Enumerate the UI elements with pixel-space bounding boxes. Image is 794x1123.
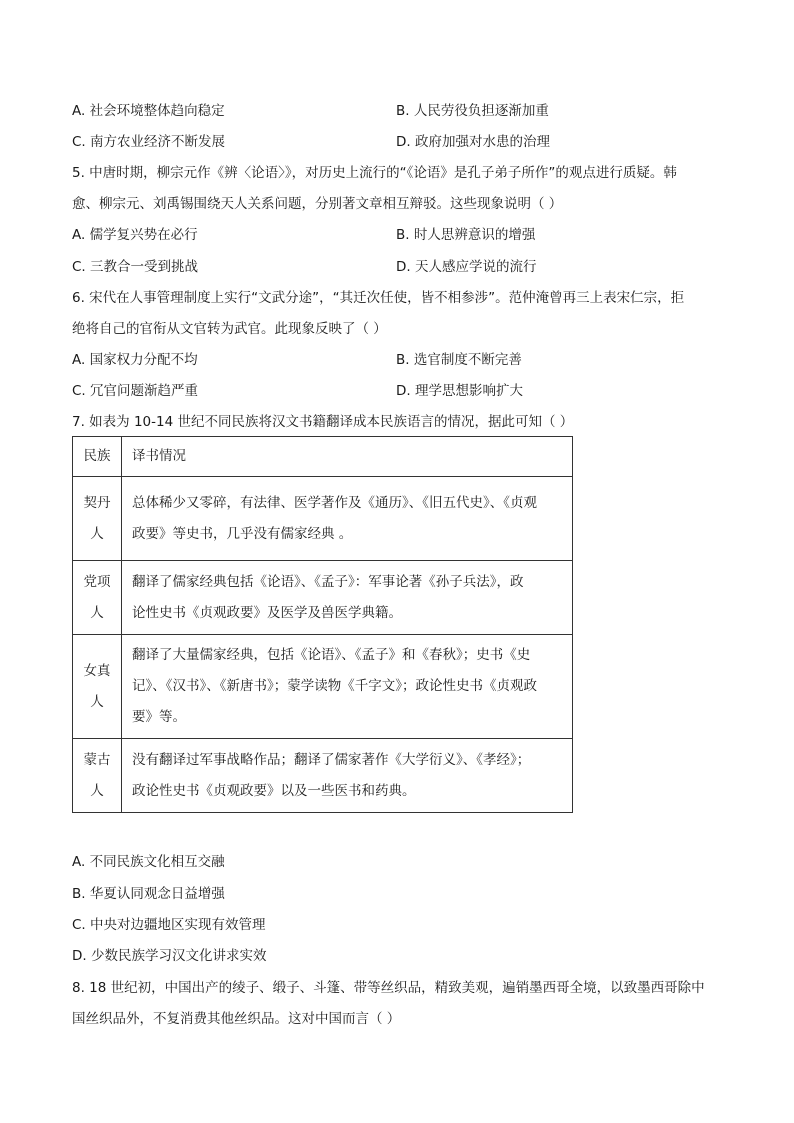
q5-stem-line-2: 愈、柳宗元、刘禹锡围绕天人关系问题，分别著文章相互辩驳。这些现象说明（ ） <box>72 196 563 212</box>
table-header-row <box>73 437 573 477</box>
q5-stem-line-1: 5. 中唐时期，柳宗元作《辨〈论语〉》，对历史上流行的“《论语》是孔子弟子所作”的观点进行质疑。韩 <box>72 165 677 181</box>
q4-option-d[interactable]: D. 政府加强对水患的治理 <box>396 134 550 150</box>
table-cell-ethnic: 蒙古人 <box>73 739 122 813</box>
table-header-ethnic: 民族 <box>73 437 122 477</box>
q6-option-c[interactable]: C. 冗官问题渐趋严重 <box>72 383 199 399</box>
q4-option-a[interactable]: A. 社会环境整体趋向稳定 <box>72 103 225 119</box>
table-cell-translation: 没有翻译过军事战略作品；翻译了儒家著作《大学衍义》、《孝经》； 政论性史书《贞观政要》以及一些医书和药典。 <box>122 739 573 813</box>
q6-option-a[interactable]: A. 国家权力分配不均 <box>72 352 198 368</box>
q5-option-b[interactable]: B. 时人思辨意识的增强 <box>396 227 536 243</box>
q4-option-b[interactable]: B. 人民劳役负担逐渐加重 <box>396 103 549 119</box>
q5-option-c[interactable]: C. 三教合一受到挑战 <box>72 259 199 275</box>
table-row <box>73 635 573 739</box>
table-cell-ethnic: 契丹人 <box>73 477 122 561</box>
q6-option-b[interactable]: B. 选官制度不断完善 <box>396 352 522 368</box>
q7-option-b[interactable]: B. 华夏认同观念日益增强 <box>72 886 225 902</box>
q7-option-c[interactable]: C. 中央对边疆地区实现有效管理 <box>72 917 266 933</box>
q8-stem-line-1: 8. 18 世纪初，中国出产的绫子、缎子、斗篷、带等丝织品，精致美观，遍销墨西哥全境，以致墨西哥除中 <box>72 980 705 996</box>
table-cell-ethnic: 党项人 <box>73 561 122 635</box>
q7-option-a[interactable]: A. 不同民族文化相互交融 <box>72 854 225 870</box>
q5-option-d[interactable]: D. 天人感应学说的流行 <box>396 259 537 275</box>
table-row <box>73 477 573 561</box>
q5-option-a[interactable]: A. 儒学复兴势在必行 <box>72 227 198 243</box>
q4-options-row-1 <box>72 99 732 119</box>
translation-table <box>72 436 573 813</box>
q6-option-d[interactable]: D. 理学思想影响扩大 <box>396 383 523 399</box>
q6-options-row-1 <box>72 348 732 368</box>
table-row <box>73 739 573 813</box>
q7-stem: 7. 如表为 10-14 世纪不同民族将汉文书籍翻译成本民族语言的情况，据此可知（ ） <box>72 414 574 430</box>
table-cell-translation: 翻译了大量儒家经典，包括《论语》、《孟子》和《春秋》；史书《史 记》、《汉书》、《新唐书》；蒙学读物《千字文》；政论性史书《贞观政 要》等。 <box>122 635 573 739</box>
table-cell-translation: 翻译了儒家经典包括《论语》、《孟子》：军事论著《孙子兵法》，政 论性史书《贞观政要》及医学及兽医学典籍。 <box>122 561 573 635</box>
table-row <box>73 561 573 635</box>
q5-options-row-1 <box>72 223 732 243</box>
q8-stem-line-2: 国丝织品外，不复消费其他丝织品。这对中国而言（ ） <box>72 1011 401 1027</box>
q6-options-row-2 <box>72 379 732 399</box>
q6-stem-line-1: 6. 宋代在人事管理制度上实行“文武分途”，“其迁次任使，皆不相参涉”。范仲淹曾再三上表宋仁宗，拒 <box>72 290 685 306</box>
q4-options-row-2 <box>72 130 732 150</box>
q5-options-row-2 <box>72 255 732 275</box>
table-header-translation: 译书情况 <box>122 437 573 477</box>
table-cell-translation: 总体稀少又零碎，有法律、医学著作及《通历》、《旧五代史》、《贞观 政要》等史书，几乎没有儒家经典 。 <box>122 477 573 561</box>
table-cell-ethnic: 女真人 <box>73 635 122 739</box>
q4-option-c[interactable]: C. 南方农业经济不断发展 <box>72 134 226 150</box>
q6-stem-line-2: 绝将自己的官衔从文官转为武官。此现象反映了（ ） <box>72 321 387 337</box>
q7-option-d[interactable]: D. 少数民族学习汉文化讲求实效 <box>72 948 267 964</box>
